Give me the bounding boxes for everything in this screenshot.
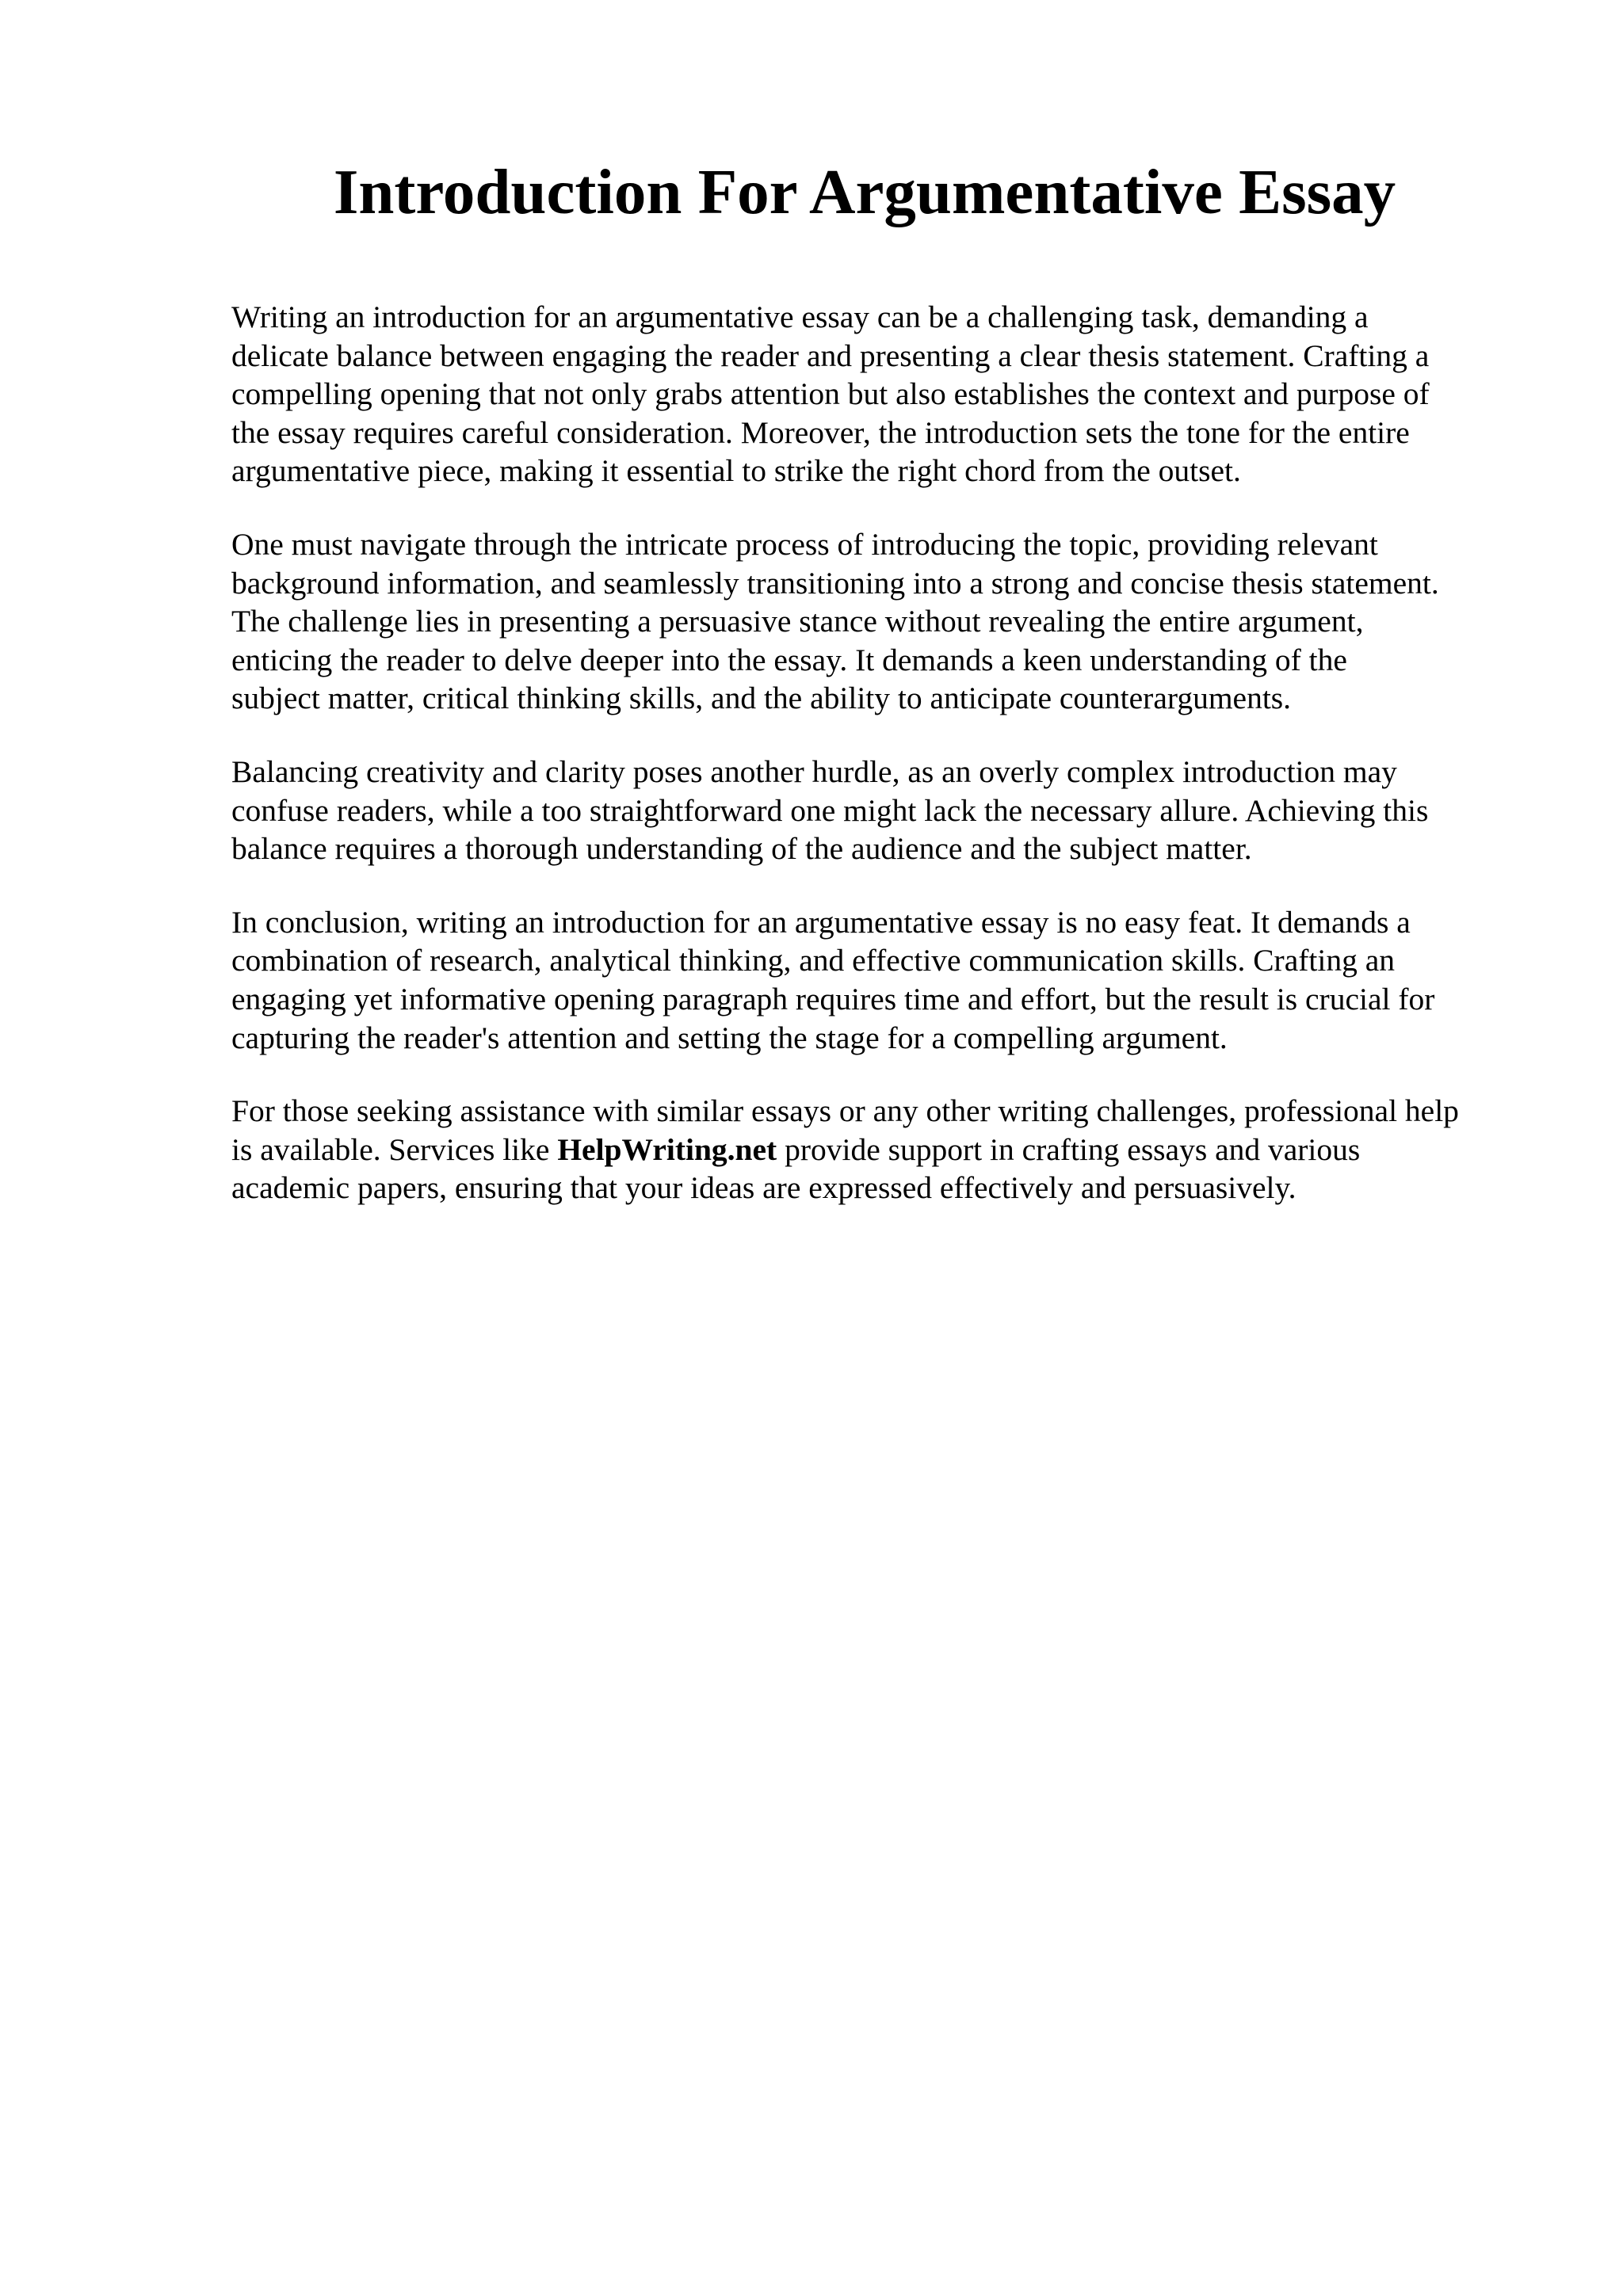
- paragraph-3: [231, 753, 1531, 868]
- paragraph-line: The challenge lies in presenting a persuasive stance without revealing the entire argument,: [231, 604, 1364, 639]
- paragraph-line: balance requires a thorough understanding of the audience and the subject matter.: [231, 831, 1252, 867]
- paragraph-line: One must navigate through the intricate process of introducing the topic, providing relevant: [231, 526, 1378, 562]
- paragraph-line: confuse readers, while a too straightforward one might lack the necessary allure. Achieving this: [231, 792, 1429, 828]
- paragraph-line: Writing an introduction for an argumentative essay can be a challenging task, demanding a: [231, 299, 1369, 334]
- paragraph-line: capturing the reader's attention and setting the stage for a compelling argument.: [231, 1020, 1228, 1055]
- paragraph-line: [231, 1131, 1531, 1169]
- paragraph-line: compelling opening that not only grabs attention but also establishes the context and purpose of: [231, 376, 1430, 412]
- document-body: [231, 298, 1531, 1242]
- paragraph-line: engaging yet informative opening paragraph requires time and effort, but the result is crucial for: [231, 981, 1435, 1016]
- paragraph-1: [231, 298, 1531, 490]
- paragraph-line: combination of research, analytical thinking, and effective communication skills. Crafting an: [231, 943, 1395, 978]
- paragraph-line: enticing the reader to delve deeper into the essay. It demands a keen understanding of the: [231, 642, 1347, 677]
- paragraph-line: academic papers, ensuring that your ideas are expressed effectively and persuasively.: [231, 1170, 1296, 1206]
- paragraph-text: provide support in crafting essays and various: [777, 1131, 1361, 1167]
- helpwriting-link[interactable]: HelpWriting.net: [557, 1131, 777, 1167]
- paragraph-line: In conclusion, writing an introduction for an argumentative essay is no easy feat. It demands a: [231, 904, 1411, 940]
- paragraph-text: is available. Services like: [231, 1131, 558, 1167]
- paragraph-line: the essay requires careful consideration. Moreover, the introduction sets the tone for the entire: [231, 414, 1410, 450]
- paragraph-line: For those seeking assistance with similar essays or any other writing challenges, professional help: [231, 1093, 1459, 1129]
- paragraph-5: [231, 1092, 1531, 1207]
- paragraph-line: background information, and seamlessly transitioning into a strong and concise thesis statement.: [231, 565, 1439, 601]
- paragraph-line: argumentative piece, making it essential to strike the right chord from the outset.: [231, 453, 1241, 489]
- document-title: Introduction For Argumentative Essay: [333, 156, 1396, 227]
- paragraph-line: delicate balance between engaging the reader and presenting a clear thesis statement. Crafting a: [231, 338, 1430, 373]
- paragraph-line: subject matter, critical thinking skills, and the ability to anticipate counterarguments.: [231, 681, 1292, 716]
- paragraph-line: Balancing creativity and clarity poses another hurdle, as an overly complex introduction may: [231, 753, 1397, 789]
- paragraph-4: [231, 903, 1531, 1057]
- paragraph-2: [231, 525, 1531, 718]
